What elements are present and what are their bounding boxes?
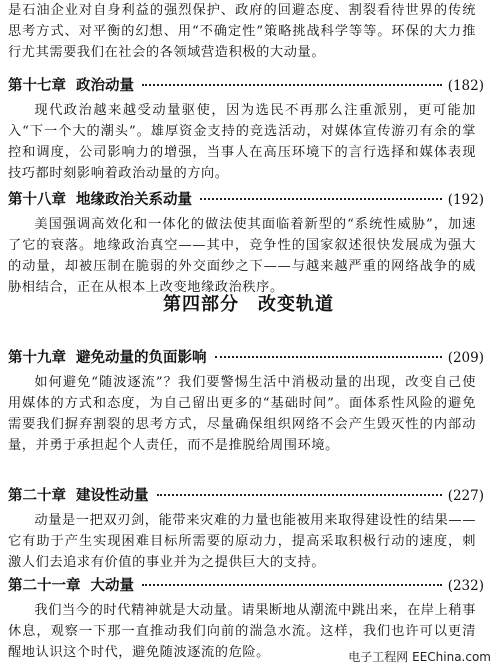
chapter-17 — [8, 74, 484, 184]
page-number: (182) — [447, 78, 484, 94]
page-number: (227) — [447, 488, 484, 504]
chapter-number: 第二十一章 — [8, 578, 81, 594]
chapter-number: 第十九章 — [8, 350, 66, 366]
leader-dots — [142, 584, 442, 586]
leader-dots — [215, 356, 442, 358]
leader-dots — [200, 198, 442, 200]
chapter-summary: 我们当今的时代精神就是大动量。请果断地从潮流中跳出来，在岸上稍事休息，观察一下那一直推动我们向前的湍急水流。这样，我们也许可以更清醒地认识这个时代，避免随波逐流的危险。 — [8, 603, 476, 660]
chapter-title: 大动量 — [90, 578, 134, 594]
chapter-summary: 动量是一把双刃剑，能带来灾难的力量也能被用来取得建设性的结果——它有助于产生实现困难目标所需要的原动力，提高采取积极行动的速度，刺激人们去追求有价值的事业并为之提供巨大的支持。 — [8, 513, 476, 570]
chapter-heading — [8, 574, 484, 596]
chapter-title: 政治动量 — [76, 78, 134, 94]
chapter-heading — [8, 484, 484, 506]
chapter-title: 避免动量的负面影响 — [76, 350, 207, 366]
leader-dots — [142, 84, 442, 86]
page-number: (232) — [447, 578, 484, 594]
chapter-18 — [8, 188, 484, 298]
chapter-title: 建设性动量 — [76, 488, 149, 504]
chapter-20 — [8, 484, 484, 573]
chapter-number: 第二十章 — [8, 488, 66, 504]
chapter-heading — [8, 346, 484, 368]
chapter-title: 地缘政治关系动量 — [76, 192, 192, 208]
part-title: 第四部分 改变轨道 — [163, 294, 334, 315]
chapter-heading — [8, 188, 484, 210]
page-number: (209) — [447, 350, 484, 366]
chapter-number: 第十八章 — [8, 192, 66, 208]
chapter-summary: 如何避免“随波逐流”？我们要警惕生活中消极动量的出现，改变自己使用媒体的方式和态度，为自己留出更多的“基础时间”。面体系性风险的避免需要我们摒弃割裂的思考方式，尽量确保组织网络不会产生毁灭性的内部动量，并勇于承担起个人责任，而不是推脱给周围环境。 — [8, 375, 476, 453]
chapter-summary: 美国强调高效化和一体化的做法使其面临着新型的“系统性威胁”，加速了它的衰落。地缘政治真空——其中，竞争性的国家叙述很快发展成为强大的动量，却被压制在脆弱的外交面纱之下——与越来越严重的网络战争的威胁相结合，正在从根本上改变地缘政治秩序。 — [8, 217, 476, 295]
chapter-summary: 现代政治越来越受动量驱使，因为选民不再那么注重派别，更可能加入“下一个大的潮头”。雄厚资金支持的竞选活动，对媒体宣传游刃有余的掌控和调度，公司影响力的增强，当事人在高压环境下的言行选择和媒体表现技巧都时刻影响着政治动量的方向。 — [8, 103, 476, 181]
leader-dots — [157, 494, 442, 496]
chapter-19 — [8, 346, 484, 456]
chapter-number: 第十七章 — [8, 78, 66, 94]
top-paragraph: 是石油企业对自身利益的强烈保护、政府的回避态度、割裂看待世界的传统思考方式、对平衡的幻想、用“不确定性”策略挑战科学等等。环保的大力推行尤其需要我们在社会的各领域营造积极的大动量。 — [8, 3, 476, 60]
chapter-heading — [8, 74, 484, 96]
watermark: 电子工程网 EEChina.com — [348, 650, 491, 664]
page-number: (192) — [447, 192, 484, 208]
